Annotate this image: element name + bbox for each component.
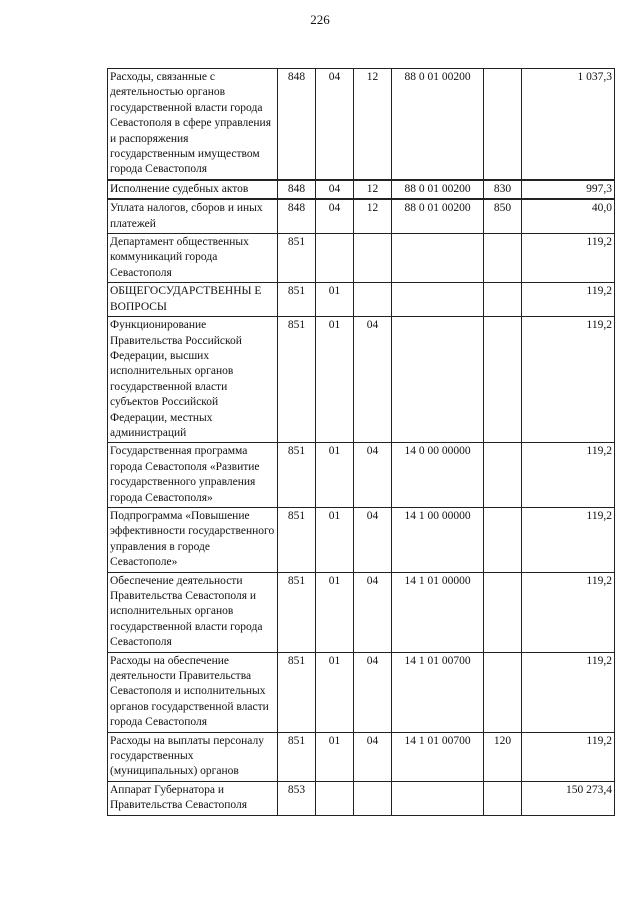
subsection-code-cell: 12 [354, 199, 392, 233]
amount-cell: 119,2 [522, 652, 615, 732]
ministry-code-cell: 848 [278, 180, 316, 199]
target-code-cell: 14 1 01 00000 [392, 572, 484, 652]
section-code-cell: 01 [316, 443, 354, 508]
section-code-cell: 04 [316, 199, 354, 233]
table-row [108, 199, 615, 233]
row-name-cell: Обеспечение деятельности Правительства Севастополя и исполнительных органов государственной власти города Севастополя [108, 572, 278, 652]
row-name-cell: Подпрограмма «Повышение эффективности государственного управления в городе Севастополе» [108, 507, 278, 572]
ministry-code-cell: 848 [278, 199, 316, 233]
ministry-code-cell: 853 [278, 781, 316, 815]
budget-table [107, 68, 615, 816]
expense-type-cell: 850 [484, 199, 522, 233]
amount-cell: 40,0 [522, 199, 615, 233]
expense-type-cell [484, 781, 522, 815]
expense-type-cell [484, 317, 522, 443]
table-row [108, 234, 615, 283]
amount-cell: 1 037,3 [522, 69, 615, 180]
row-name-cell: Государственная программа города Севастополя «Развитие государственного управления города Севастополя» [108, 443, 278, 508]
section-code-cell [316, 781, 354, 815]
page-number: 226 [310, 12, 330, 27]
subsection-code-cell [354, 234, 392, 283]
section-code-cell [316, 234, 354, 283]
expense-type-cell [484, 283, 522, 317]
section-code-cell: 04 [316, 180, 354, 199]
table-row [108, 180, 615, 199]
table-row [108, 652, 615, 732]
amount-cell: 119,2 [522, 234, 615, 283]
amount-cell: 119,2 [522, 507, 615, 572]
target-code-cell: 14 1 01 00700 [392, 732, 484, 781]
section-code-cell: 01 [316, 572, 354, 652]
subsection-code-cell: 12 [354, 69, 392, 180]
expense-type-cell [484, 652, 522, 732]
target-code-cell: 88 0 01 00200 [392, 69, 484, 180]
amount-cell: 997,3 [522, 180, 615, 199]
expense-type-cell [484, 572, 522, 652]
expense-type-cell: 830 [484, 180, 522, 199]
target-code-cell [392, 283, 484, 317]
section-code-cell: 01 [316, 283, 354, 317]
ministry-code-cell: 851 [278, 234, 316, 283]
subsection-code-cell: 04 [354, 732, 392, 781]
ministry-code-cell: 851 [278, 443, 316, 508]
row-name-cell: Функционирование Правительства Российской Федерации, высших исполнительных органов государственной власти субъектов Российской Федерации, местных администраций [108, 317, 278, 443]
row-name-cell: Расходы на обеспечение деятельности Правительства Севастополя и исполнительных органов государственной власти города Севастополя [108, 652, 278, 732]
target-code-cell [392, 781, 484, 815]
subsection-code-cell: 12 [354, 180, 392, 199]
section-code-cell: 01 [316, 732, 354, 781]
subsection-code-cell: 04 [354, 507, 392, 572]
target-code-cell: 14 1 00 00000 [392, 507, 484, 572]
subsection-code-cell [354, 283, 392, 317]
section-code-cell: 01 [316, 507, 354, 572]
table-row [108, 283, 615, 317]
table-row [108, 317, 615, 443]
table-row [108, 443, 615, 508]
ministry-code-cell: 851 [278, 283, 316, 317]
row-name-cell: Аппарат Губернатора и Правительства Севастополя [108, 781, 278, 815]
row-name-cell: ОБЩЕГОСУДАРСТВЕННЫ Е ВОПРОСЫ [108, 283, 278, 317]
target-code-cell: 88 0 01 00200 [392, 180, 484, 199]
expense-type-cell: 120 [484, 732, 522, 781]
ministry-code-cell: 851 [278, 507, 316, 572]
ministry-code-cell: 851 [278, 732, 316, 781]
amount-cell: 119,2 [522, 443, 615, 508]
expense-type-cell [484, 507, 522, 572]
row-name-cell: Департамент общественных коммуникаций города Севастополя [108, 234, 278, 283]
subsection-code-cell: 04 [354, 652, 392, 732]
expense-type-cell [484, 69, 522, 180]
amount-cell: 119,2 [522, 317, 615, 443]
ministry-code-cell: 851 [278, 317, 316, 443]
subsection-code-cell: 04 [354, 572, 392, 652]
row-name-cell: Уплата налогов, сборов и иных платежей [108, 199, 278, 233]
table-row [108, 572, 615, 652]
amount-cell: 119,2 [522, 283, 615, 317]
amount-cell: 119,2 [522, 572, 615, 652]
subsection-code-cell: 04 [354, 443, 392, 508]
target-code-cell: 88 0 01 00200 [392, 199, 484, 233]
expense-type-cell [484, 234, 522, 283]
amount-cell: 119,2 [522, 732, 615, 781]
table-row [108, 507, 615, 572]
amount-cell: 150 273,4 [522, 781, 615, 815]
row-name-cell: Расходы, связанные с деятельностью органов государственной власти города Севастополя в сфере управления и распоряжения государственным имуществом города Севастополя [108, 69, 278, 180]
target-code-cell: 14 0 00 00000 [392, 443, 484, 508]
row-name-cell: Исполнение судебных актов [108, 180, 278, 199]
subsection-code-cell: 04 [354, 317, 392, 443]
target-code-cell [392, 234, 484, 283]
expense-type-cell [484, 443, 522, 508]
section-code-cell: 04 [316, 69, 354, 180]
table-body [108, 69, 615, 816]
ministry-code-cell: 848 [278, 69, 316, 180]
target-code-cell: 14 1 01 00700 [392, 652, 484, 732]
table-row [108, 781, 615, 815]
section-code-cell: 01 [316, 652, 354, 732]
table-row [108, 732, 615, 781]
target-code-cell [392, 317, 484, 443]
table-row [108, 69, 615, 180]
row-name-cell: Расходы на выплаты персоналу государственных (муниципальных) органов [108, 732, 278, 781]
ministry-code-cell: 851 [278, 652, 316, 732]
subsection-code-cell [354, 781, 392, 815]
ministry-code-cell: 851 [278, 572, 316, 652]
section-code-cell: 01 [316, 317, 354, 443]
